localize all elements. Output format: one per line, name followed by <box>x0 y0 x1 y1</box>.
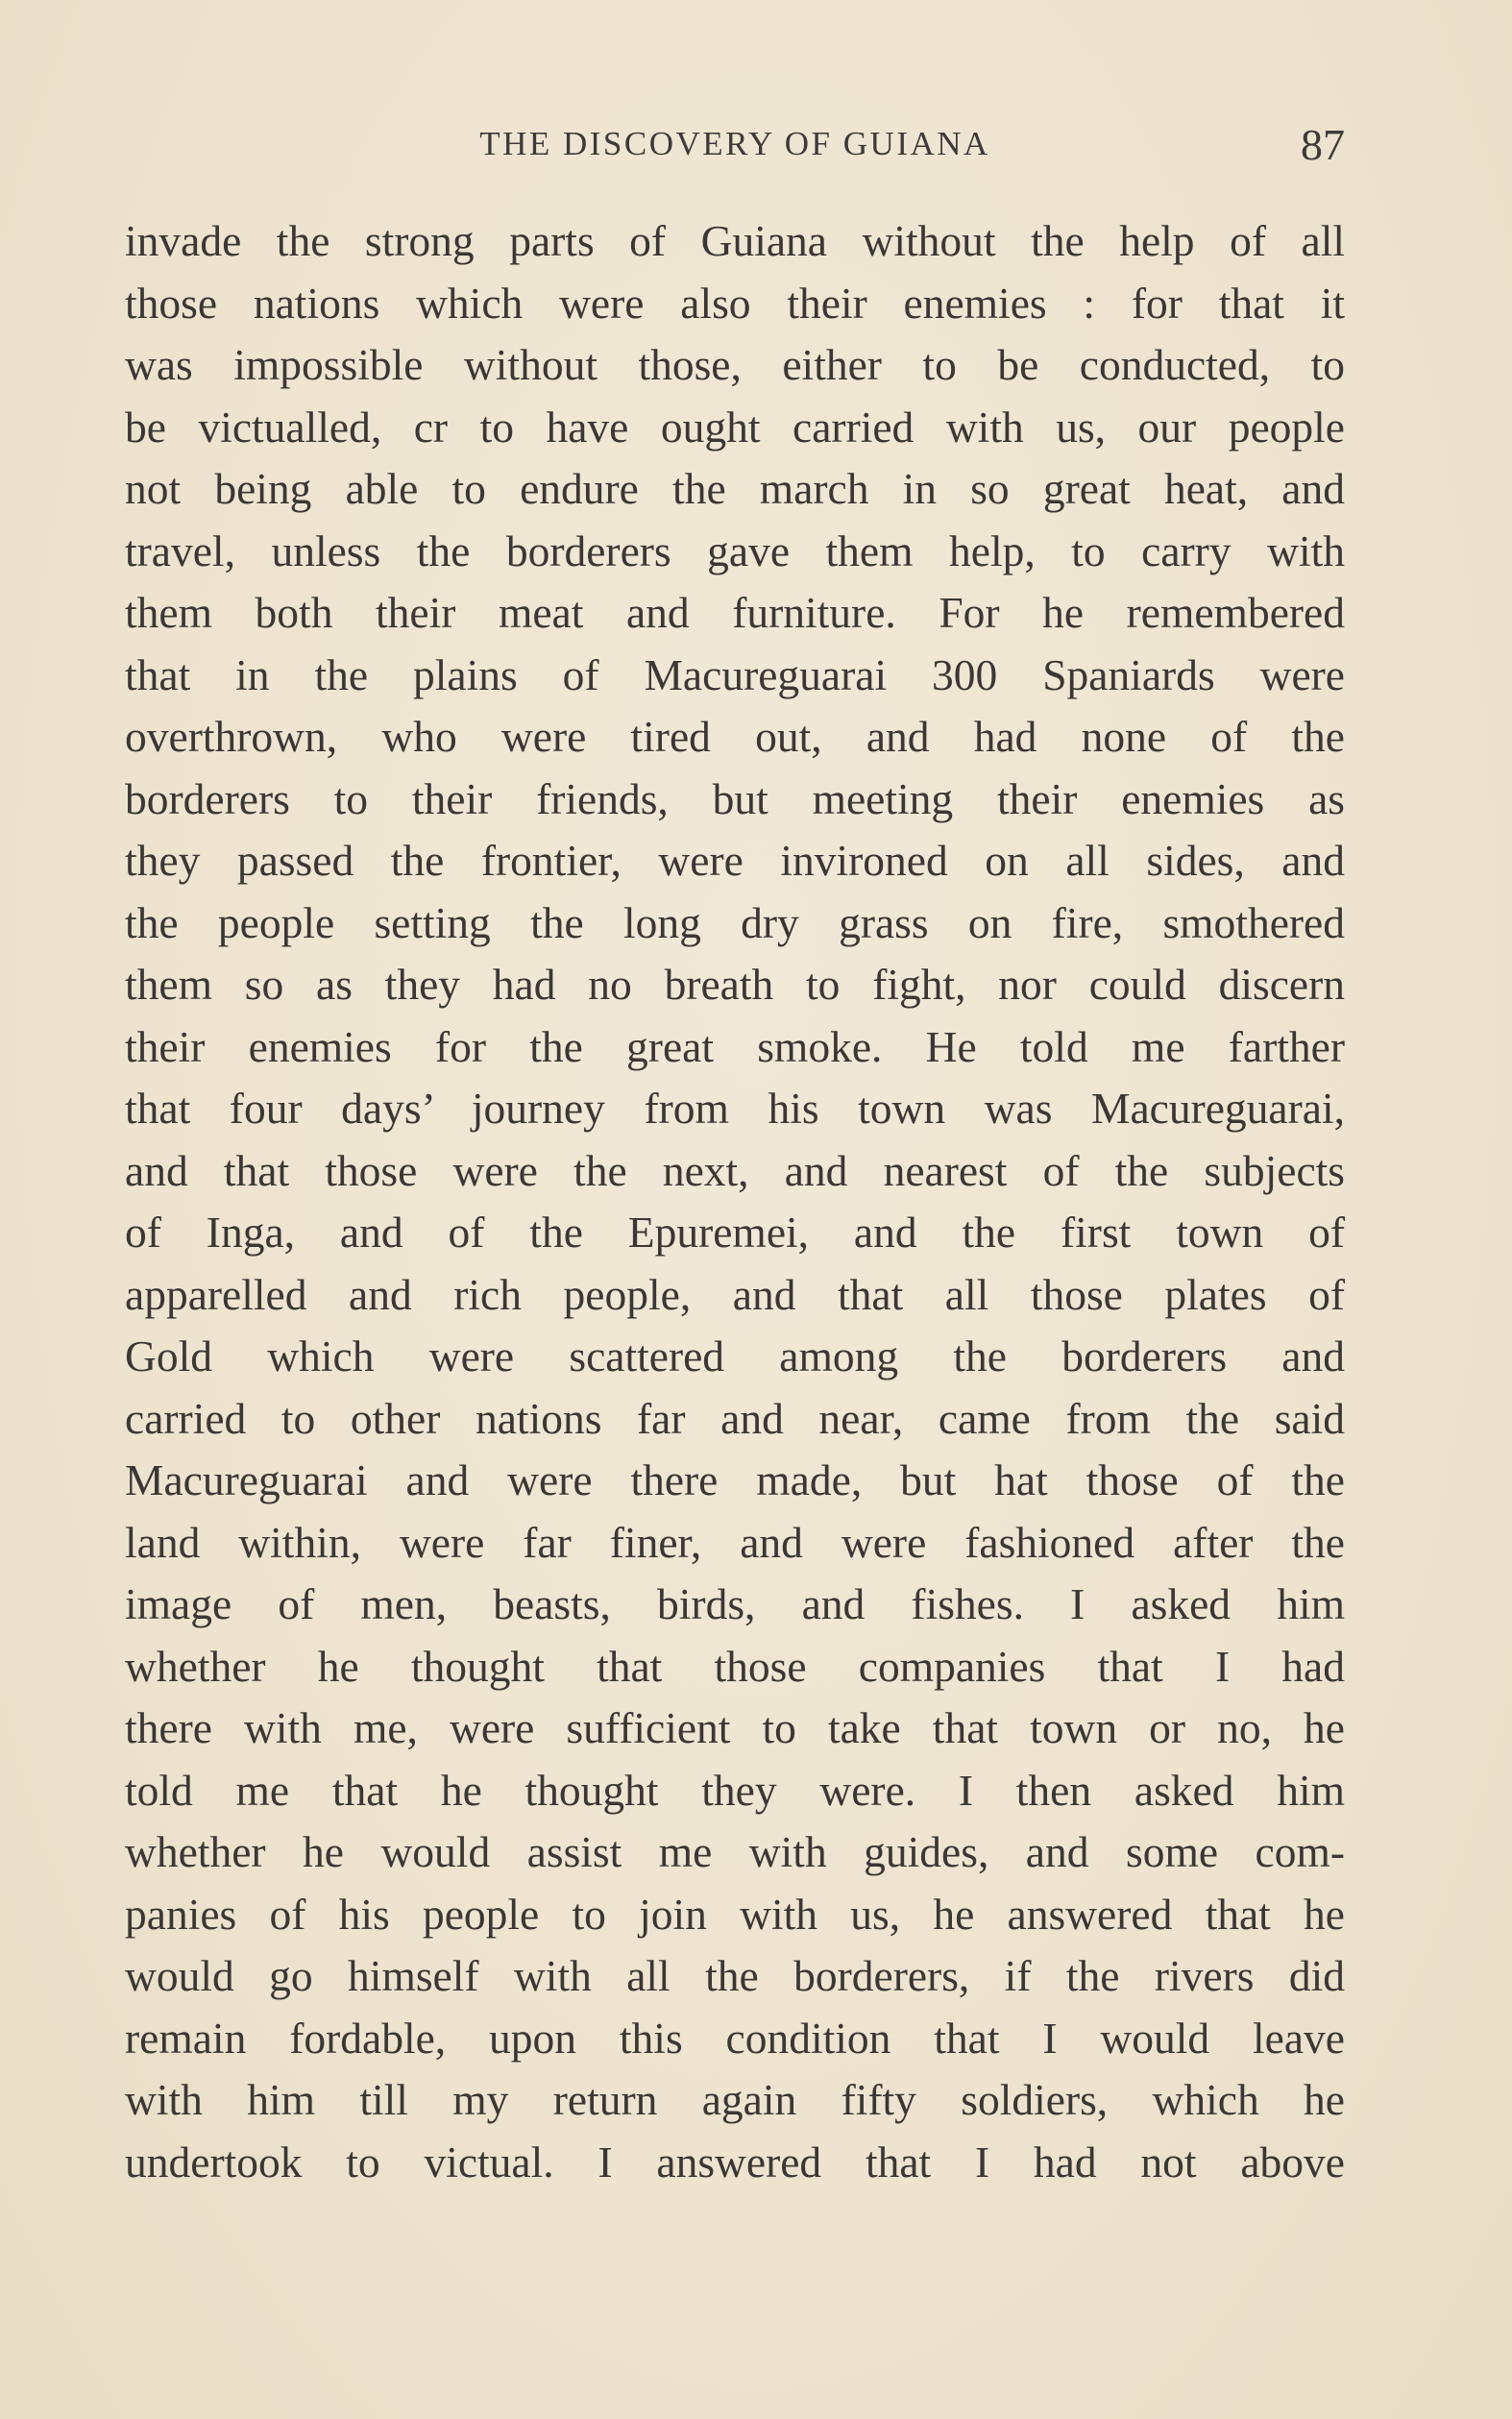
text-line: image of men, beasts, birds, and fishes. I asked him <box>125 1579 1345 1628</box>
text-line: that in the plains of Macureguarai 300 Spaniards were <box>125 649 1345 699</box>
text-line: that four days’ journey from his town was Macureguarai, <box>125 1084 1345 1133</box>
text-line: overthrown, who were tired out, and had none of the <box>125 712 1345 761</box>
text-line: remain fordable, upon this condition that I would leave <box>125 2013 1345 2063</box>
text-line: land within, were far finer, and were fashioned after the <box>125 1517 1345 1567</box>
text-line: carried to other nations far and near, came from the said <box>125 1393 1345 1443</box>
text-line: whether he thought that those companies that I had <box>125 1641 1345 1691</box>
text-line: told me that he thought they were. I then asked him <box>125 1765 1345 1815</box>
text-line: the people setting the long dry grass on fire, smothered <box>125 897 1345 947</box>
text-line: Gold which were scattered among the borderers and <box>125 1332 1345 1381</box>
running-title: THE DISCOVERY OF GUIANA <box>479 125 990 162</box>
text-line: with him till my return again fifty soldiers, which he <box>125 2075 1345 2124</box>
text-line: of Inga, and of the Epuremei, and the first town of <box>125 1208 1345 1257</box>
text-line: travel, unless the borderers gave them help, to carry with <box>125 525 1345 575</box>
text-line: not being able to endure the march in so great heat, and <box>125 464 1345 513</box>
text-line: and that those were the next, and nearest of the subjects <box>125 1145 1345 1195</box>
text-line: undertook to victual. I answered that I had not above <box>125 2137 1345 2187</box>
text-line: them both their meat and furniture. For he remembered <box>125 588 1345 637</box>
text-line: those nations which were also their enemies : for that it <box>125 278 1345 328</box>
text-line: whether he would assist me with guides, and some com- <box>125 1827 1345 1876</box>
page-number: 87 <box>1301 120 1345 169</box>
text-line: there with me, were sufficient to take that town or no, he <box>125 1703 1345 1752</box>
text-line: apparelled and rich people, and that all those plates of <box>125 1269 1345 1319</box>
text-line: them so as they had no breath to fight, nor could discern <box>125 960 1345 1009</box>
running-head <box>125 121 1345 179</box>
text-line: would go himself with all the borderers, if the rivers did <box>125 1951 1345 2000</box>
text-line: borderers to their friends, but meeting their enemies as <box>125 773 1345 823</box>
text-line: invade the strong parts of Guiana without the help of all <box>125 216 1345 265</box>
text-line: their enemies for the great smoke. He told me farther <box>125 1021 1345 1071</box>
text-line: be victualled, cr to have ought carried with us, our people <box>125 402 1345 452</box>
text-line: was impossible without those, either to be conducted, to <box>125 340 1345 389</box>
text-line: they passed the frontier, were invironed on all sides, and <box>125 836 1345 885</box>
body-text <box>125 210 1345 2193</box>
text-line: Macureguarai and were there made, but hat those of the <box>125 1455 1345 1504</box>
text-line: panies of his people to join with us, he answered that he <box>125 1889 1345 1939</box>
